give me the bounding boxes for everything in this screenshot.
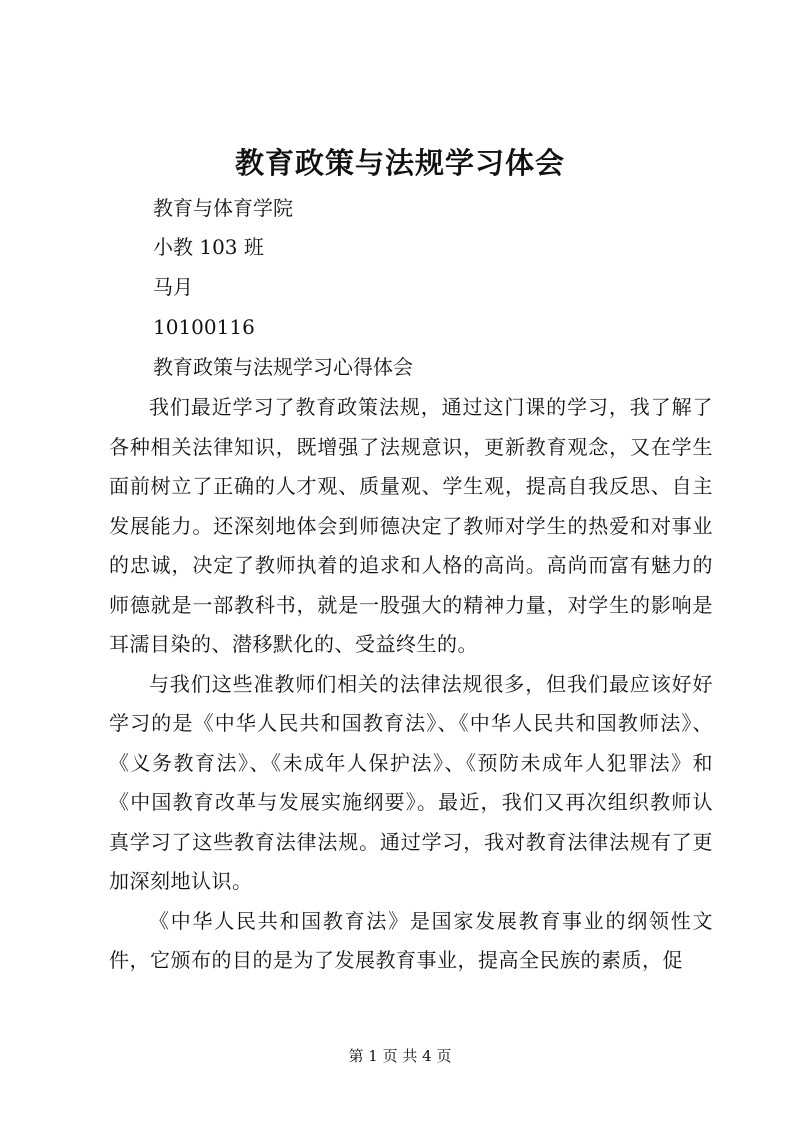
document-title: 教育政策与法规学习体会 — [234, 146, 565, 180]
class-line: 小教 103 班 — [153, 235, 264, 259]
document-body — [109, 388, 713, 981]
author-name-line: 马月 — [153, 275, 193, 299]
body-paragraph: 我们最近学习了教育政策法规，通过这门课的学习，我了解了各种相关法律知识，既增强了法规意识，更新教育观念，又在学生面前树立了正确的人才观、质量观、学生观，提高自我反思、自主发展能力。还深刻地体会到师德决定了教师对学生的热爱和对事业的忠诚，决定了教师执着的追求和人格的高尚。高尚而富有魅力的师德就是一部教科书，就是一股强大的精神力量，对学生的影响是耳濡目染的、潜移默化的、受益终生的。 — [109, 395, 713, 656]
body-paragraph: 《中华人民共和国教育法》是国家发展教育事业的纲领性文件，它颁布的目的是为了发展教育事业，提高全民族的素质，促 — [109, 908, 713, 972]
subtitle-line: 教育政策与法规学习心得体会 — [153, 355, 413, 379]
college-line: 教育与体育学院 — [153, 196, 293, 220]
student-id-line: 10100116 — [153, 315, 255, 339]
body-paragraph: 与我们这些准教师们相关的法律法规很多，但我们最应该好好学习的是《中华人民共和国教育法》、《中华人民共和国教师法》、《义务教育法》、《未成年人保护法》、《预防未成年人犯罪法》和《中国教育改革与发展实施纲要》。最近，我们又再次组织教师认真学习了这些教育法律法规。通过学习，我对教育法律法规有了更加深刻地认识。 — [109, 671, 713, 893]
page-number-footer: 第 1 页 共 4 页 — [348, 1047, 452, 1065]
